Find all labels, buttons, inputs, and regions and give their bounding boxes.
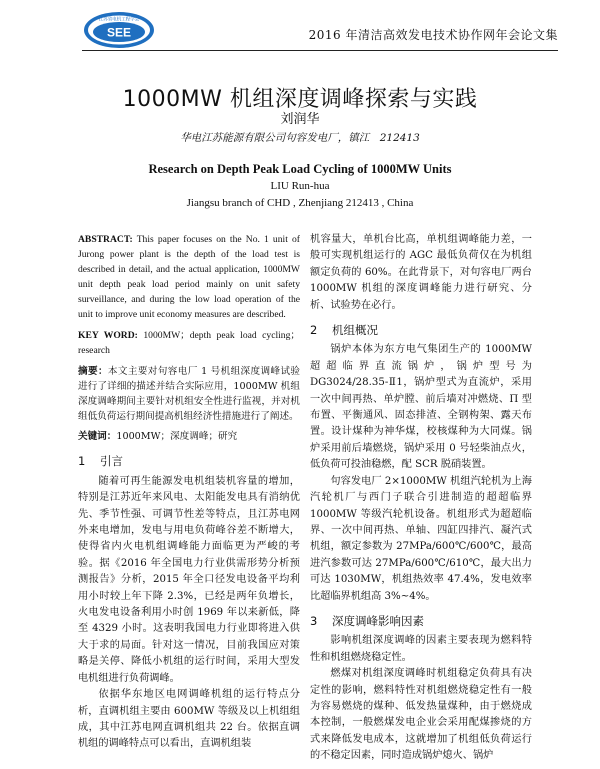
running-title: 2016 年清洁高效发电技术协作网年会论文集 [308, 28, 558, 42]
keywords-cn [78, 429, 300, 445]
keywords-cn-text: 1000MW；深度调峰；研究 [116, 431, 238, 442]
paragraph: 锅炉本体为东方电气集团生产的 1000MW 超超临界直流锅炉，锅炉型号为 DG3024/28.35-Ⅱ1，锅炉型式为直流炉，采用一次中间再热、单炉膛、前后墙对冲燃烧、Π 型布置、平衡通风、固态排渣、全钢构架、露天布置。设计煤种为神华煤，校核煤种为大同煤。锅炉采用前后墙燃烧，锅炉采用 0 号轻柴油点火，低负荷可投油稳燃，配 SCR 脱硝装置。 [310, 344, 532, 471]
paragraph: 机容量大，单机台比高，单机组调峰能力差，一般可实现机组运行的 AGC 最低负荷仅在为机组额定负荷的 60%。在此背景下，对句容电厂两台 1000MW 机组的深度调峰能力进行研究、分析、试验势在必行。 [310, 234, 532, 311]
abstract-cn-text: 本文主要对句容电厂 1 号机组深度调峰试验进行了详细的描述并结合实际应用，1000MW 机组深度调峰期间主要针对机组安全性进行监视，并对机组低负荷运行期间提高机组经济性措施进行了阐述。 [78, 366, 301, 422]
keywords-label: KEY WORD: [78, 330, 138, 341]
abstract-text: This paper focuses on the No. 1 unit of Jurong power plant is the depth of the load test is described in detail, and the actual application, 1000MW unit depth peak load period mainly on unit safety surveillance, and during the low load operation of the unit to improve unit economy measures are described. [78, 234, 300, 320]
abstract-en [78, 232, 300, 322]
keywords-cn-label: 关键词： [78, 431, 117, 442]
affiliation-cn: 华电江苏能源有限公司句容发电厂，镇江 212413 [180, 132, 420, 144]
left-column [78, 232, 300, 753]
keywords-text: 1000MW；depth peak load cycling；research [78, 330, 300, 356]
paragraph: 燃煤对机组深度调峰时机组稳定负荷具有决定性的影响，燃料特性对机组燃烧稳定性有一般为容易燃烧的煤种、低发热量煤种，由于燃烧成本控制，一般燃煤发电企业会采用配煤掺烧的方式来降低发电成本，这就增加了机组低负荷运行的不稳定因素，同时造成锅炉熄火、锅炉 [310, 668, 532, 762]
page-header [0, 0, 600, 58]
author-cn: 刘润华 [280, 112, 320, 127]
abstract-cn [78, 364, 300, 424]
paragraph: 依据华东地区电网调峰机组的运行特点分析，直调机组主要由 600MW 等级及以上机组组成，其中江苏电网直调机组共 22 台。依据直调机组的调峰特点可以看出，直调机组装 [78, 689, 300, 750]
section-number: 2 [310, 323, 318, 338]
paragraph: 句容发电厂 2×1000MW 机组汽轮机为上海汽轮机厂与西门子联合引进制造的超超临界 1000MW 等级汽轮机设备。机组形式为超超临界、一次中间再热、单轴、四缸四排汽、凝汽式机组，额定参数为 27MPa/600℃/600℃，最高进汽参数可达 27MPa/600℃/610℃，最大出力可达 1030MW，机组热效率 47.4%，发电效率比超临界机组高 3%~4%。 [310, 475, 532, 602]
section-heading-3 [310, 613, 532, 629]
section-heading-2 [310, 322, 532, 338]
keywords-en [78, 328, 300, 358]
section-heading-1 [78, 453, 300, 469]
paragraph: 随着可再生能源发电机组装机容量的增加，特别是江苏近年来风电、太阳能发电具有消纳优先、季节性强、可调节性差等特点，且江苏电网外来电增加，发电与用电负荷峰谷差不断增大，使得省内火电机组调峰能力面临更为严峻的考验。据《2016 年全国电力行业供需形势分析预测报告》分析，2015 年全口径发电设备平均利用小时较上年下降 2.3%，已经是两年负增长，火电发电设备利用小时创 1969 年以来新低，降至 4329 小时。这表明我国电力行业即将进入供大于求的局面。针对这一情况，目前我国应对策略是关停、降低小机组的运行时间，采用大型发电机组进行负荷调峰。 [78, 475, 300, 684]
section-title: 机组概况 [332, 323, 378, 338]
paper-title-en: Research on Depth Peak Load Cycling of 1000MW Units [148, 162, 452, 176]
logo-text: SEE [106, 25, 132, 40]
section-title: 引言 [100, 454, 123, 469]
paper-title-cn: 1000MW 机组深度调峰探索与实践 [122, 87, 478, 112]
right-column [310, 232, 532, 765]
header-divider [82, 50, 558, 51]
paragraph: 影响机组深度调峰的因素主要表现为燃料特性和机组燃烧稳定性。 [310, 635, 532, 663]
abstract-cn-label: 摘要： [78, 366, 108, 377]
logo-top-text: 江苏省电机工程学会 [98, 17, 140, 23]
section-title: 深度调峰影响因素 [332, 613, 424, 628]
author-en: LIU Run-hua [270, 180, 330, 192]
section-number: 1 [78, 454, 86, 469]
section-number: 3 [310, 613, 318, 628]
affiliation-en: Jiangsu branch of CHD , Zhenjiang 212413 , China [186, 197, 414, 209]
abstract-label: ABSTRACT: [78, 234, 133, 245]
see-logo [82, 10, 156, 50]
